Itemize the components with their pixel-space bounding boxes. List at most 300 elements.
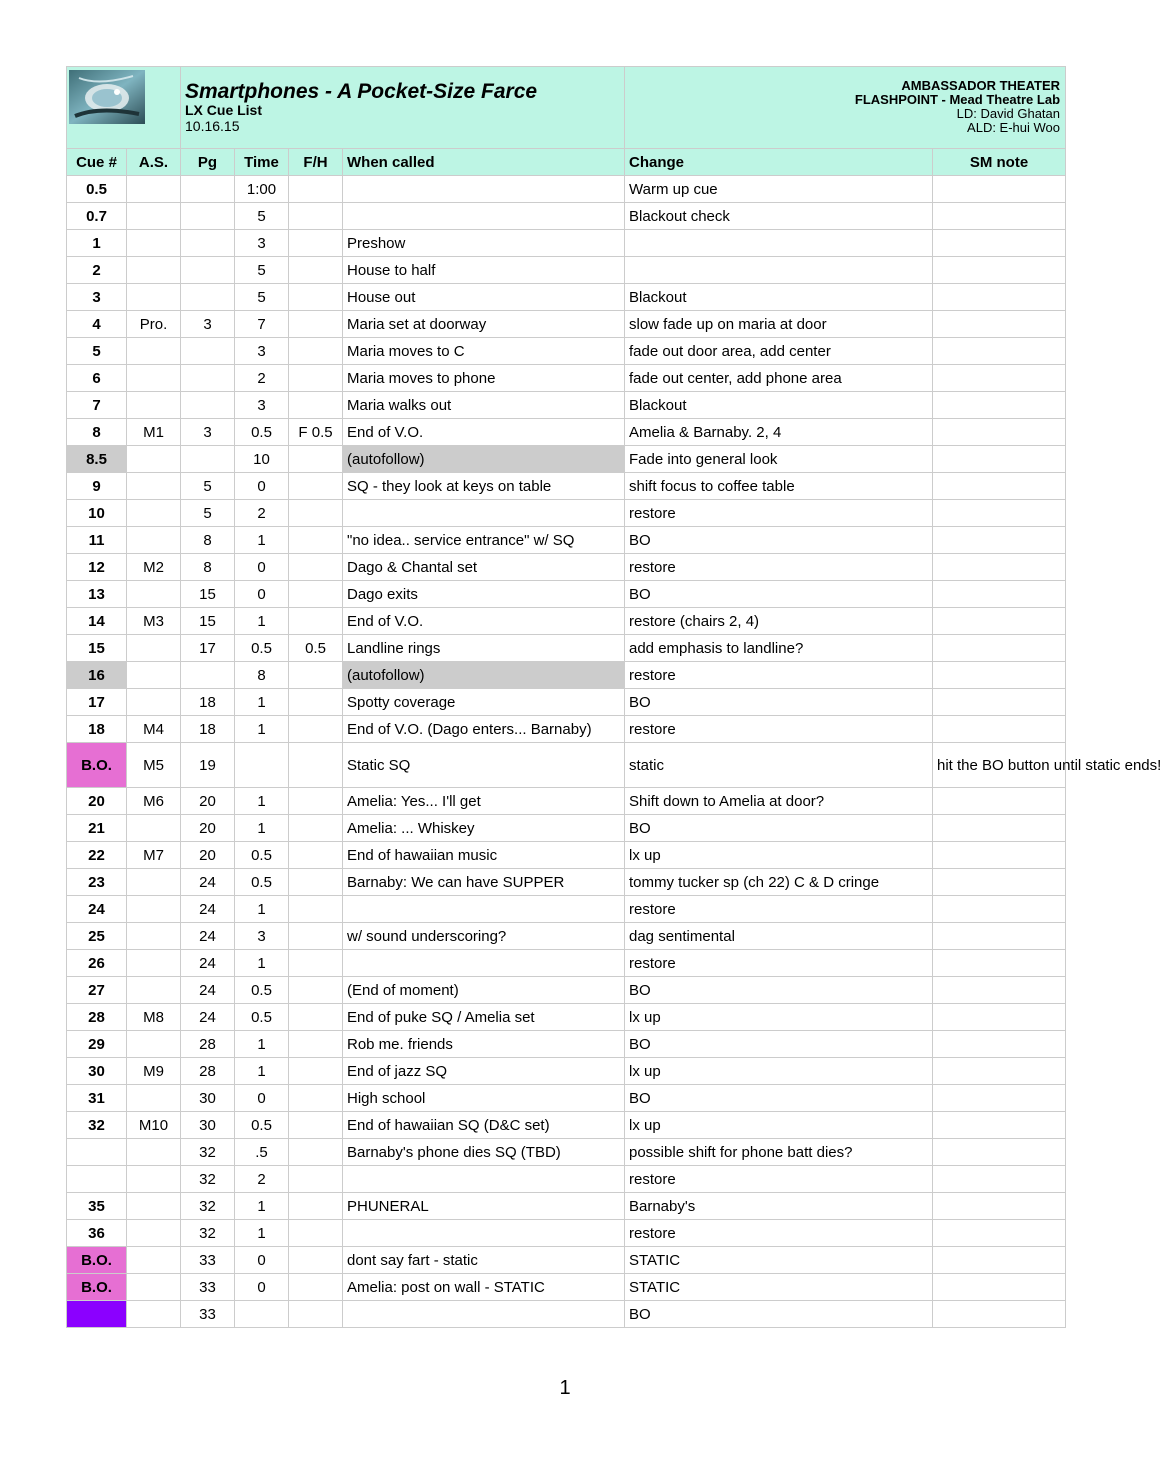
follow-hang-cell bbox=[289, 689, 343, 716]
act-scene-cell bbox=[127, 392, 181, 419]
act-scene-cell bbox=[127, 230, 181, 257]
when-called-cell: PHUNERAL bbox=[343, 1193, 625, 1220]
cue-number-cell: B.O. bbox=[67, 743, 127, 788]
change-cell: restore bbox=[625, 1166, 933, 1193]
act-scene-cell: M9 bbox=[127, 1058, 181, 1085]
table-row bbox=[67, 1085, 1066, 1112]
follow-hang-cell bbox=[289, 1301, 343, 1328]
cue-number-cell: 8.5 bbox=[67, 446, 127, 473]
when-called-cell: Dago exits bbox=[343, 581, 625, 608]
table-row bbox=[67, 473, 1066, 500]
sm-note-cell bbox=[933, 689, 1066, 716]
follow-hang-cell bbox=[289, 176, 343, 203]
when-called-cell: SQ - they look at keys on table bbox=[343, 473, 625, 500]
cue-number-cell: 4 bbox=[67, 311, 127, 338]
table-row bbox=[67, 842, 1066, 869]
table-row bbox=[67, 689, 1066, 716]
time-cell: 1 bbox=[235, 788, 289, 815]
when-called-cell: Amelia: ... Whiskey bbox=[343, 815, 625, 842]
change-cell: restore bbox=[625, 554, 933, 581]
sm-note-cell bbox=[933, 1112, 1066, 1139]
sheet-header bbox=[67, 67, 1066, 149]
follow-hang-cell bbox=[289, 554, 343, 581]
document-subtitle: LX Cue List bbox=[185, 102, 263, 118]
when-called-cell: Maria set at doorway bbox=[343, 311, 625, 338]
time-cell: 1:00 bbox=[235, 176, 289, 203]
change-cell: BO bbox=[625, 1301, 933, 1328]
sm-note-cell bbox=[933, 815, 1066, 842]
time-cell: .5 bbox=[235, 1139, 289, 1166]
act-scene-cell bbox=[127, 1139, 181, 1166]
act-scene-cell bbox=[127, 1085, 181, 1112]
column-header-sm-note: SM note bbox=[933, 149, 1066, 176]
when-called-cell: Maria walks out bbox=[343, 392, 625, 419]
cue-number-cell: 18 bbox=[67, 716, 127, 743]
time-cell: 0 bbox=[235, 581, 289, 608]
table-row bbox=[67, 203, 1066, 230]
when-called-cell: Dago & Chantal set bbox=[343, 554, 625, 581]
page-cell: 5 bbox=[181, 500, 235, 527]
table-row bbox=[67, 419, 1066, 446]
table-row bbox=[67, 608, 1066, 635]
when-called-cell: House out bbox=[343, 284, 625, 311]
when-called-cell: Rob me. friends bbox=[343, 1031, 625, 1058]
page-cell: 24 bbox=[181, 977, 235, 1004]
act-scene-cell: M4 bbox=[127, 716, 181, 743]
table-row bbox=[67, 1166, 1066, 1193]
sm-note-cell bbox=[933, 1085, 1066, 1112]
when-called-cell: End of jazz SQ bbox=[343, 1058, 625, 1085]
when-called-cell bbox=[343, 500, 625, 527]
page-cell: 30 bbox=[181, 1085, 235, 1112]
time-cell: 1 bbox=[235, 815, 289, 842]
act-scene-cell bbox=[127, 527, 181, 554]
table-row bbox=[67, 869, 1066, 896]
page-cell: 3 bbox=[181, 311, 235, 338]
change-cell: STATIC bbox=[625, 1274, 933, 1301]
change-cell: lx up bbox=[625, 842, 933, 869]
change-cell: restore bbox=[625, 950, 933, 977]
column-header-pg: Pg bbox=[181, 149, 235, 176]
cue-number-cell bbox=[67, 1301, 127, 1328]
act-scene-cell bbox=[127, 977, 181, 1004]
act-scene-cell: M3 bbox=[127, 608, 181, 635]
when-called-cell: High school bbox=[343, 1085, 625, 1112]
follow-hang-cell bbox=[289, 1085, 343, 1112]
time-cell: 0 bbox=[235, 473, 289, 500]
when-called-cell: (End of moment) bbox=[343, 977, 625, 1004]
sm-note-cell bbox=[933, 1166, 1066, 1193]
act-scene-cell bbox=[127, 815, 181, 842]
change-cell: BO bbox=[625, 1031, 933, 1058]
cue-list-table bbox=[66, 66, 1161, 1328]
page-cell bbox=[181, 176, 235, 203]
time-cell: 1 bbox=[235, 608, 289, 635]
page-cell: 24 bbox=[181, 869, 235, 896]
time-cell: 1 bbox=[235, 689, 289, 716]
follow-hang-cell: 0.5 bbox=[289, 635, 343, 662]
cue-number-cell: 28 bbox=[67, 1004, 127, 1031]
follow-hang-cell bbox=[289, 230, 343, 257]
time-cell: 0 bbox=[235, 554, 289, 581]
page-cell: 17 bbox=[181, 635, 235, 662]
when-called-cell: Maria moves to phone bbox=[343, 365, 625, 392]
follow-hang-cell bbox=[289, 842, 343, 869]
act-scene-cell bbox=[127, 284, 181, 311]
time-cell: 0.5 bbox=[235, 419, 289, 446]
time-cell: 2 bbox=[235, 1166, 289, 1193]
cue-number-cell bbox=[67, 1166, 127, 1193]
act-scene-cell: M7 bbox=[127, 842, 181, 869]
follow-hang-cell bbox=[289, 1166, 343, 1193]
sm-note-cell bbox=[933, 203, 1066, 230]
page-cell: 24 bbox=[181, 950, 235, 977]
page-cell: 15 bbox=[181, 581, 235, 608]
page-cell bbox=[181, 257, 235, 284]
time-cell: 1 bbox=[235, 950, 289, 977]
sm-note-cell bbox=[933, 869, 1066, 896]
page-cell: 20 bbox=[181, 815, 235, 842]
table-row bbox=[67, 716, 1066, 743]
table-row bbox=[67, 662, 1066, 689]
page-cell: 19 bbox=[181, 743, 235, 788]
sm-note-cell bbox=[933, 473, 1066, 500]
sm-note-cell bbox=[933, 392, 1066, 419]
follow-hang-cell bbox=[289, 896, 343, 923]
time-cell: 1 bbox=[235, 716, 289, 743]
sm-note-cell bbox=[933, 554, 1066, 581]
act-scene-cell: M8 bbox=[127, 1004, 181, 1031]
sm-note-cell bbox=[933, 284, 1066, 311]
cue-number-cell: B.O. bbox=[67, 1247, 127, 1274]
when-called-cell bbox=[343, 1166, 625, 1193]
logo-cell bbox=[67, 67, 181, 149]
cue-number-cell: 31 bbox=[67, 1085, 127, 1112]
change-cell: BO bbox=[625, 581, 933, 608]
cue-number-cell: 25 bbox=[67, 923, 127, 950]
change-cell: dag sentimental bbox=[625, 923, 933, 950]
follow-hang-cell bbox=[289, 1058, 343, 1085]
when-called-cell: Preshow bbox=[343, 230, 625, 257]
sm-note-cell bbox=[933, 365, 1066, 392]
title-cell bbox=[181, 67, 625, 149]
table-row bbox=[67, 1112, 1066, 1139]
sm-note-cell bbox=[933, 338, 1066, 365]
cue-number-cell: 21 bbox=[67, 815, 127, 842]
page-cell bbox=[181, 446, 235, 473]
table-row bbox=[67, 284, 1066, 311]
table-row bbox=[67, 230, 1066, 257]
follow-hang-cell bbox=[289, 716, 343, 743]
act-scene-cell bbox=[127, 869, 181, 896]
change-cell: Blackout bbox=[625, 284, 933, 311]
when-called-cell bbox=[343, 1220, 625, 1247]
page-cell: 20 bbox=[181, 842, 235, 869]
cue-number-cell: 26 bbox=[67, 950, 127, 977]
sm-note-cell bbox=[933, 1301, 1066, 1328]
act-scene-cell bbox=[127, 446, 181, 473]
cue-number-cell: 27 bbox=[67, 977, 127, 1004]
sm-note-cell bbox=[933, 977, 1066, 1004]
column-header-time: Time bbox=[235, 149, 289, 176]
act-scene-cell: M2 bbox=[127, 554, 181, 581]
follow-hang-cell bbox=[289, 338, 343, 365]
cue-number-cell: 7 bbox=[67, 392, 127, 419]
act-scene-cell bbox=[127, 500, 181, 527]
act-scene-cell bbox=[127, 896, 181, 923]
time-cell: 0 bbox=[235, 1247, 289, 1274]
table-row bbox=[67, 815, 1066, 842]
when-called-cell: End of V.O. (Dago enters... Barnaby) bbox=[343, 716, 625, 743]
change-cell: Warm up cue bbox=[625, 176, 933, 203]
page-cell bbox=[181, 392, 235, 419]
cue-number-cell: 30 bbox=[67, 1058, 127, 1085]
change-cell bbox=[625, 230, 933, 257]
lighting-designer: LD: David Ghatan bbox=[956, 106, 1061, 121]
change-cell: slow fade up on maria at door bbox=[625, 311, 933, 338]
cue-number-cell: 22 bbox=[67, 842, 127, 869]
page-cell: 32 bbox=[181, 1220, 235, 1247]
time-cell: 3 bbox=[235, 338, 289, 365]
cue-number-cell bbox=[67, 1139, 127, 1166]
sm-note-cell bbox=[933, 1247, 1066, 1274]
table-row bbox=[67, 392, 1066, 419]
when-called-cell: End of puke SQ / Amelia set bbox=[343, 1004, 625, 1031]
page-cell: 28 bbox=[181, 1031, 235, 1058]
when-called-cell bbox=[343, 1301, 625, 1328]
table-row bbox=[67, 788, 1066, 815]
time-cell: 3 bbox=[235, 923, 289, 950]
follow-hang-cell bbox=[289, 608, 343, 635]
when-called-cell: "no idea.. service entrance" w/ SQ bbox=[343, 527, 625, 554]
time-cell: 8 bbox=[235, 662, 289, 689]
follow-hang-cell bbox=[289, 311, 343, 338]
act-scene-cell bbox=[127, 1220, 181, 1247]
change-cell: lx up bbox=[625, 1004, 933, 1031]
act-scene-cell bbox=[127, 1193, 181, 1220]
when-called-cell: Landline rings bbox=[343, 635, 625, 662]
page-cell: 33 bbox=[181, 1274, 235, 1301]
page-number: 1 bbox=[559, 1377, 571, 1399]
act-scene-cell bbox=[127, 950, 181, 977]
page-cell bbox=[181, 203, 235, 230]
table-row bbox=[67, 896, 1066, 923]
act-scene-cell bbox=[127, 635, 181, 662]
cue-number-cell: 0.5 bbox=[67, 176, 127, 203]
follow-hang-cell bbox=[289, 743, 343, 788]
act-scene-cell: M1 bbox=[127, 419, 181, 446]
when-called-cell bbox=[343, 176, 625, 203]
cue-number-cell: 10 bbox=[67, 500, 127, 527]
show-title: Smartphones - A Pocket-Size Farce bbox=[185, 80, 538, 103]
when-called-cell: (autofollow) bbox=[343, 662, 625, 689]
time-cell: 1 bbox=[235, 1193, 289, 1220]
cue-number-cell: 14 bbox=[67, 608, 127, 635]
when-called-cell: Barnaby: We can have SUPPER bbox=[343, 869, 625, 896]
page-cell: 8 bbox=[181, 527, 235, 554]
when-called-cell: House to half bbox=[343, 257, 625, 284]
change-cell: restore bbox=[625, 896, 933, 923]
table-row bbox=[67, 1274, 1066, 1301]
follow-hang-cell bbox=[289, 473, 343, 500]
time-cell bbox=[235, 1301, 289, 1328]
cue-number-cell: 5 bbox=[67, 338, 127, 365]
when-called-cell: End of V.O. bbox=[343, 608, 625, 635]
sm-note-cell bbox=[933, 608, 1066, 635]
change-cell: restore (chairs 2, 4) bbox=[625, 608, 933, 635]
follow-hang-cell bbox=[289, 950, 343, 977]
change-cell: restore bbox=[625, 662, 933, 689]
change-cell: BO bbox=[625, 815, 933, 842]
sm-note-cell bbox=[933, 1274, 1066, 1301]
cue-number-cell: 2 bbox=[67, 257, 127, 284]
table-row bbox=[67, 635, 1066, 662]
act-scene-cell bbox=[127, 1031, 181, 1058]
follow-hang-cell bbox=[289, 257, 343, 284]
change-cell: lx up bbox=[625, 1058, 933, 1085]
table-row bbox=[67, 923, 1066, 950]
table-row bbox=[67, 950, 1066, 977]
follow-hang-cell bbox=[289, 527, 343, 554]
when-called-cell: Spotty coverage bbox=[343, 689, 625, 716]
page-cell: 18 bbox=[181, 689, 235, 716]
follow-hang-cell bbox=[289, 1193, 343, 1220]
follow-hang-cell bbox=[289, 923, 343, 950]
sm-note-cell bbox=[933, 1220, 1066, 1247]
time-cell: 10 bbox=[235, 446, 289, 473]
page-cell: 15 bbox=[181, 608, 235, 635]
when-called-cell: Barnaby's phone dies SQ (TBD) bbox=[343, 1139, 625, 1166]
table-row bbox=[67, 257, 1066, 284]
follow-hang-cell bbox=[289, 203, 343, 230]
table-row bbox=[67, 743, 1066, 788]
act-scene-cell bbox=[127, 662, 181, 689]
time-cell: 1 bbox=[235, 896, 289, 923]
change-cell: restore bbox=[625, 1220, 933, 1247]
table-row bbox=[67, 1058, 1066, 1085]
time-cell: 0.5 bbox=[235, 1004, 289, 1031]
page-cell: 3 bbox=[181, 419, 235, 446]
table-row bbox=[67, 1220, 1066, 1247]
assistant-lighting-designer: ALD: E-hui Woo bbox=[967, 120, 1061, 135]
sm-note-cell bbox=[933, 950, 1066, 977]
column-header-as: A.S. bbox=[127, 149, 181, 176]
page-cell: 5 bbox=[181, 473, 235, 500]
table-row bbox=[67, 554, 1066, 581]
follow-hang-cell bbox=[289, 977, 343, 1004]
sm-note-cell bbox=[933, 842, 1066, 869]
production-logo-image bbox=[69, 70, 145, 124]
table-row bbox=[67, 338, 1066, 365]
time-cell: 0 bbox=[235, 1274, 289, 1301]
when-called-cell: End of hawaiian music bbox=[343, 842, 625, 869]
table-row bbox=[67, 365, 1066, 392]
follow-hang-cell bbox=[289, 1004, 343, 1031]
when-called-cell: (autofollow) bbox=[343, 446, 625, 473]
sm-note-cell bbox=[933, 581, 1066, 608]
column-header-row bbox=[67, 149, 1066, 176]
follow-hang-cell bbox=[289, 365, 343, 392]
sm-note-cell bbox=[933, 1193, 1066, 1220]
act-scene-cell bbox=[127, 203, 181, 230]
sm-note-cell bbox=[933, 419, 1066, 446]
page-cell: 30 bbox=[181, 1112, 235, 1139]
cue-number-cell: 3 bbox=[67, 284, 127, 311]
table-row bbox=[67, 1247, 1066, 1274]
follow-hang-cell bbox=[289, 284, 343, 311]
time-cell: 1 bbox=[235, 1031, 289, 1058]
change-cell: BO bbox=[625, 689, 933, 716]
follow-hang-cell bbox=[289, 581, 343, 608]
page-cell: 33 bbox=[181, 1301, 235, 1328]
change-cell: Shift down to Amelia at door? bbox=[625, 788, 933, 815]
time-cell: 7 bbox=[235, 311, 289, 338]
change-cell: STATIC bbox=[625, 1247, 933, 1274]
page-cell bbox=[181, 284, 235, 311]
follow-hang-cell bbox=[289, 1112, 343, 1139]
theater-name: AMBASSADOR THEATER bbox=[901, 78, 1061, 93]
time-cell: 0.5 bbox=[235, 1112, 289, 1139]
table-row bbox=[67, 446, 1066, 473]
act-scene-cell bbox=[127, 257, 181, 284]
table-row bbox=[67, 500, 1066, 527]
table-row bbox=[67, 1193, 1066, 1220]
cue-number-cell: 20 bbox=[67, 788, 127, 815]
cue-number-cell: B.O. bbox=[67, 1274, 127, 1301]
follow-hang-cell bbox=[289, 446, 343, 473]
cue-number-cell: 17 bbox=[67, 689, 127, 716]
time-cell: 2 bbox=[235, 500, 289, 527]
page-cell bbox=[181, 338, 235, 365]
when-called-cell: dont say fart - static bbox=[343, 1247, 625, 1274]
cue-number-cell: 0.7 bbox=[67, 203, 127, 230]
sm-note-cell bbox=[933, 1139, 1066, 1166]
cue-number-cell: 11 bbox=[67, 527, 127, 554]
table-row bbox=[67, 581, 1066, 608]
time-cell: 5 bbox=[235, 257, 289, 284]
cue-number-cell: 6 bbox=[67, 365, 127, 392]
when-called-cell bbox=[343, 203, 625, 230]
page-cell: 32 bbox=[181, 1139, 235, 1166]
when-called-cell bbox=[343, 896, 625, 923]
cue-number-cell: 9 bbox=[67, 473, 127, 500]
cue-number-cell: 24 bbox=[67, 896, 127, 923]
change-cell: tommy tucker sp (ch 22) C & D cringe bbox=[625, 869, 933, 896]
act-scene-cell bbox=[127, 581, 181, 608]
when-called-cell: End of hawaiian SQ (D&C set) bbox=[343, 1112, 625, 1139]
column-header-change: Change bbox=[625, 149, 933, 176]
act-scene-cell: M5 bbox=[127, 743, 181, 788]
page-cell: 24 bbox=[181, 923, 235, 950]
column-header-cue: Cue # bbox=[67, 149, 127, 176]
follow-hang-cell bbox=[289, 869, 343, 896]
change-cell: BO bbox=[625, 527, 933, 554]
table-row bbox=[67, 1301, 1066, 1328]
act-scene-cell bbox=[127, 1301, 181, 1328]
cue-number-cell: 1 bbox=[67, 230, 127, 257]
table-row bbox=[67, 977, 1066, 1004]
table-row bbox=[67, 176, 1066, 203]
cue-number-cell: 23 bbox=[67, 869, 127, 896]
time-cell: 0.5 bbox=[235, 869, 289, 896]
change-cell: restore bbox=[625, 716, 933, 743]
sm-note-cell bbox=[933, 923, 1066, 950]
when-called-cell: w/ sound underscoring? bbox=[343, 923, 625, 950]
time-cell: 0.5 bbox=[235, 635, 289, 662]
change-cell: static bbox=[625, 743, 933, 788]
follow-hang-cell bbox=[289, 1220, 343, 1247]
document-date: 10.16.15 bbox=[185, 118, 240, 134]
